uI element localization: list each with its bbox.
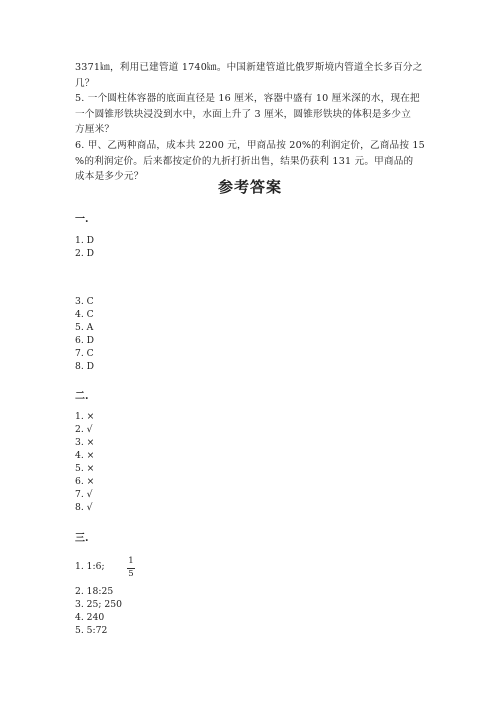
answer-item: 8. √ bbox=[75, 502, 93, 513]
answer-item: 5. A bbox=[75, 322, 94, 333]
section-3-answers bbox=[75, 585, 122, 637]
question-6-line: 成本是多少元？ bbox=[75, 171, 144, 183]
answer-key-title: 参考答案 bbox=[217, 178, 282, 196]
section-2-answers bbox=[75, 410, 94, 514]
question-5-line: 方厘米？ bbox=[75, 124, 115, 136]
answer-item: 2. 18:25 bbox=[75, 586, 114, 597]
question-5-line: 5. 一个圆柱体容器的底面直径是 16 厘米，容器中盛有 10 厘米深的水，现在把 bbox=[75, 93, 420, 104]
answer-item: 2. D bbox=[75, 248, 95, 259]
answer-item: 4. 240 bbox=[75, 612, 105, 623]
answer-item: 3. 25; 250 bbox=[75, 599, 122, 610]
fraction-denominator: 5 bbox=[128, 569, 134, 579]
answer-item: 1. D bbox=[75, 235, 95, 246]
question-5-text bbox=[75, 91, 430, 138]
answer-item: 7. √ bbox=[75, 489, 93, 500]
question-5-line: 一个圆锥形铁块浸没到水中，水面上升了 3 厘米，圆锥形铁块的体积是多少立 bbox=[75, 108, 411, 120]
answer-item: 5. × bbox=[75, 463, 95, 474]
question-4-line: 几？ bbox=[75, 77, 95, 89]
question-6-line: %的利润定价。后来都按定价的九折打折出售，结果仍获利 131 元。甲商品的 bbox=[75, 155, 414, 167]
answer-item: 1. 1:6; bbox=[75, 561, 105, 572]
section-1-answers-b bbox=[75, 295, 94, 373]
answer-item: 4. C bbox=[75, 309, 94, 320]
section-1-heading: 一. bbox=[75, 214, 89, 225]
section-2-heading: 二. bbox=[75, 391, 89, 402]
question-4-line: 3371㎞，利用已建管道 1740㎞。中国新建管道比俄罗斯境内管道全长多百分之 bbox=[75, 62, 423, 73]
section-3-heading: 三. bbox=[75, 533, 89, 544]
answer-item: 6. × bbox=[75, 476, 95, 487]
answer-item: 1. × bbox=[75, 411, 95, 422]
answer-item: 8. D bbox=[75, 361, 95, 372]
answer-item: 6. D bbox=[75, 335, 95, 346]
section-1-answers-a bbox=[75, 234, 94, 260]
answer-item: 3. × bbox=[75, 437, 95, 448]
answer-item: 4. × bbox=[75, 450, 95, 461]
answer-item: 3. C bbox=[75, 296, 94, 307]
question-4-text bbox=[75, 60, 430, 91]
question-6-line: 6. 甲、乙两种商品，成本共 2200 元，甲商品按 20%的利润定价，乙商品按 15 bbox=[75, 140, 425, 151]
answer-item: 2. √ bbox=[75, 424, 93, 435]
answer-item: 7. C bbox=[75, 348, 94, 359]
answer-item: 5. 5:72 bbox=[75, 625, 108, 636]
fraction-numerator: 1 bbox=[128, 556, 134, 566]
